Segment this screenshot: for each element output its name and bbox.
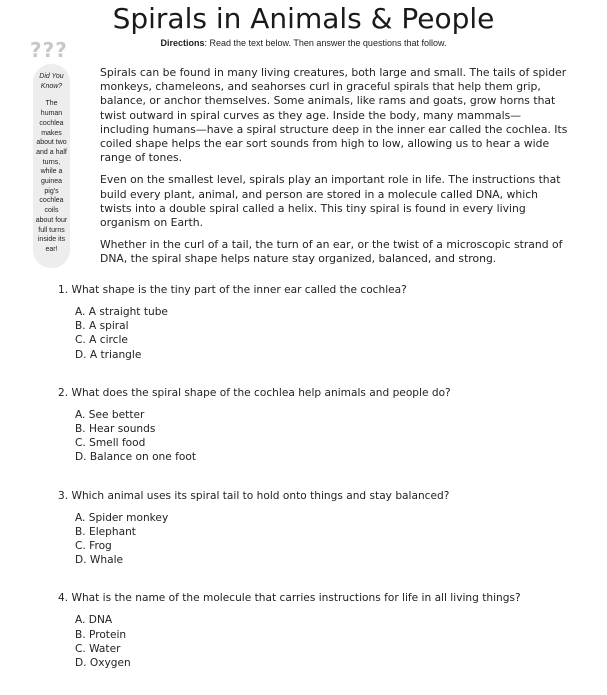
- answer-option[interactable]: D. Whale: [75, 554, 124, 567]
- answer-option[interactable]: C. A circle: [75, 334, 128, 347]
- passage-paragraph: Whether in the curl of a tail, the turn of an ear, or the twist of a microscopic strand of DNA, the spiral shape helps nature stay organized, balanced, and strong.: [100, 238, 563, 266]
- sidebar-line: about two: [36, 139, 67, 147]
- answer-options: [75, 408, 578, 465]
- answer-option[interactable]: D. Balance on one foot: [75, 451, 197, 464]
- sidebar-line: about four: [35, 216, 68, 224]
- sidebar-line: guinea: [40, 178, 63, 186]
- directions-text: : Read the text below. Then answer the questions that follow.: [204, 38, 447, 48]
- question: [58, 490, 578, 568]
- answer-option[interactable]: B. Elephant: [75, 525, 136, 538]
- sidebar-line: makes: [41, 129, 62, 137]
- directions-label: Directions: [160, 38, 205, 48]
- sidebar-line: cochlea: [39, 119, 64, 127]
- sidebar-line: inside its: [37, 236, 66, 244]
- sidebar-line: cochlea: [39, 197, 64, 205]
- answer-option[interactable]: A. DNA: [75, 614, 113, 627]
- answer-option[interactable]: A. A straight tube: [75, 306, 168, 318]
- answer-options: [75, 305, 578, 362]
- answer-options: [75, 613, 578, 670]
- passage-paragraph: Spirals can be found in many living creatures, both large and small. The tails of spider monkeys, chameleons, and seahorses curl in graceful spirals that help them grip, balance, or anchor themselves. Some animals, like rams and goats, grow horns that twist outward in spiral curves as they age. Inside the body, many mammals—including humans—have a spiral structure deep in the inner ear called the cochlea. Its coiled shape helps the ear sort sounds from high to low, allowing us to hear a wide range of tones.: [100, 66, 568, 165]
- answer-option[interactable]: C. Frog: [75, 540, 112, 553]
- sidebar-heading-line: Know?: [40, 82, 63, 90]
- reading-passage: [100, 66, 570, 275]
- sidebar-line: ear!: [45, 245, 58, 253]
- answer-option[interactable]: C. Smell food: [75, 437, 146, 450]
- sidebar-line: turns,: [42, 158, 61, 166]
- question: [58, 284, 578, 362]
- answer-option[interactable]: D. Oxygen: [75, 657, 131, 670]
- question-stem: 3. Which animal uses its spiral tail to hold onto things and stay balanced?: [58, 489, 450, 502]
- sidebar-line: human: [40, 110, 63, 118]
- sidebar-line: and a half: [36, 148, 67, 156]
- answer-option[interactable]: A. Spider monkey: [75, 511, 169, 524]
- sidebar-line: while a: [40, 168, 63, 176]
- answer-option[interactable]: D. A triangle: [75, 348, 142, 361]
- sidebar-fact: [33, 99, 70, 254]
- sidebar-line: full turns: [38, 226, 65, 234]
- question-marks-icon: ???: [30, 38, 68, 62]
- page-title: Spirals in Animals & People: [112, 2, 495, 35]
- answer-option[interactable]: A. See better: [75, 408, 145, 421]
- sidebar-line: coils: [44, 207, 59, 215]
- did-you-know-sidebar: [33, 64, 70, 268]
- question-list: [58, 284, 578, 695]
- answer-option[interactable]: B. A spiral: [75, 320, 129, 333]
- question-stem: 2. What does the spiral shape of the cochlea help animals and people do?: [58, 386, 451, 399]
- question: [58, 592, 578, 670]
- sidebar-line: The: [45, 100, 58, 108]
- question-stem: 4. What is the name of the molecule that carries instructions for life in all living things?: [58, 592, 521, 605]
- passage-paragraph: Even on the smallest level, spirals play an important role in life. The instructions that build every plant, animal, and person are stored in a molecule called DNA, which twists into a double spiral called a helix. This tiny spiral is found in every living organism on Earth.: [100, 173, 561, 230]
- answer-option[interactable]: B. Protein: [75, 628, 127, 641]
- question: [58, 387, 578, 465]
- sidebar-line: pig's: [44, 187, 59, 195]
- sidebar-heading: [33, 72, 70, 91]
- sidebar-heading-line: Did You: [39, 73, 64, 80]
- question-stem: 1. What shape is the tiny part of the inner ear called the cochlea?: [58, 284, 407, 296]
- directions: [0, 38, 607, 48]
- answer-option[interactable]: B. Hear sounds: [75, 423, 156, 436]
- answer-options: [75, 511, 578, 568]
- answer-option[interactable]: C. Water: [75, 642, 121, 655]
